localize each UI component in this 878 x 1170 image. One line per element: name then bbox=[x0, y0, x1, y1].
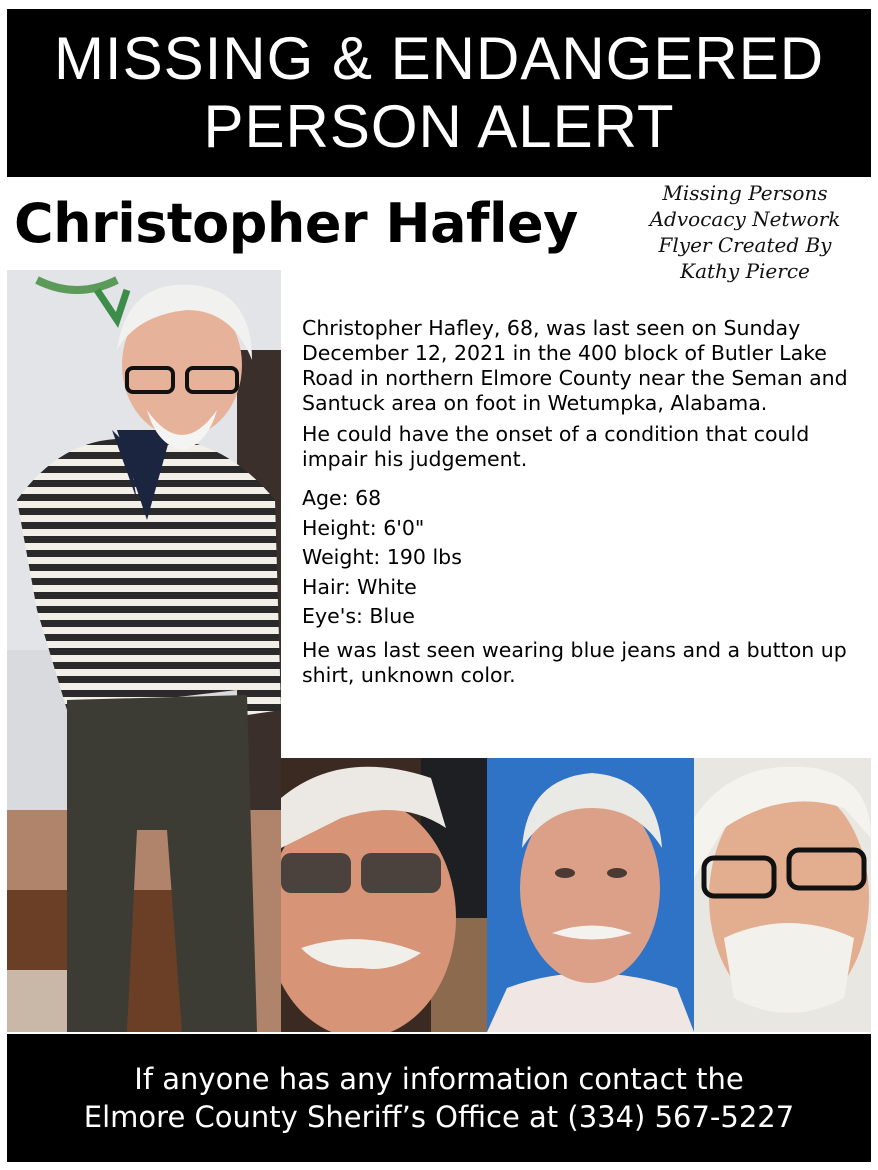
face-photo-2 bbox=[487, 758, 694, 1032]
credit-line-2: Advocacy Network bbox=[649, 207, 841, 231]
contact-banner bbox=[7, 1034, 871, 1162]
credit-line-3: Flyer Created By bbox=[658, 233, 832, 257]
condition-note: He could have the onset of a condition that could impair his judgement. bbox=[302, 422, 810, 471]
physical-stats bbox=[302, 484, 862, 632]
contact-line-1: If anyone has any information contact the bbox=[134, 1062, 744, 1096]
clothing-description: He was last seen wearing blue jeans and a button up shirt, unknown color. bbox=[302, 637, 847, 687]
stat-weight: Weight: 190 lbs bbox=[302, 545, 462, 569]
stat-height: Height: 6'0" bbox=[302, 515, 425, 540]
stat-hair: Hair: White bbox=[302, 574, 417, 599]
credit-line-1: Missing Persons bbox=[662, 181, 828, 205]
alert-title-line-2: PERSON ALERT bbox=[203, 93, 675, 160]
stat-eyes: Eye's: Blue bbox=[302, 604, 415, 628]
credit-line-4: Kathy Pierce bbox=[680, 259, 810, 283]
person-details bbox=[302, 316, 862, 694]
face-photo-3 bbox=[694, 758, 871, 1032]
main-photo bbox=[7, 270, 281, 1032]
flyer-credit bbox=[640, 180, 850, 284]
last-seen-description: Christopher Hafley, 68, was last seen on Sunday December 12, 2021 in the 400 block of Butler Lake Road in northern Elmore County near the Seman and Santuck area on foot in Wetumpka, Alabama. bbox=[302, 316, 848, 415]
contact-line-2: Elmore County Sheriff’s Office at (334) 567-5227 bbox=[83, 1100, 795, 1134]
alert-banner bbox=[7, 9, 871, 177]
missing-person-name: Christopher Hafley bbox=[14, 192, 578, 255]
stat-age: Age: 68 bbox=[302, 486, 382, 510]
face-photo-1 bbox=[281, 758, 487, 1032]
alert-title-line-1: MISSING & ENDANGERED bbox=[53, 25, 825, 92]
